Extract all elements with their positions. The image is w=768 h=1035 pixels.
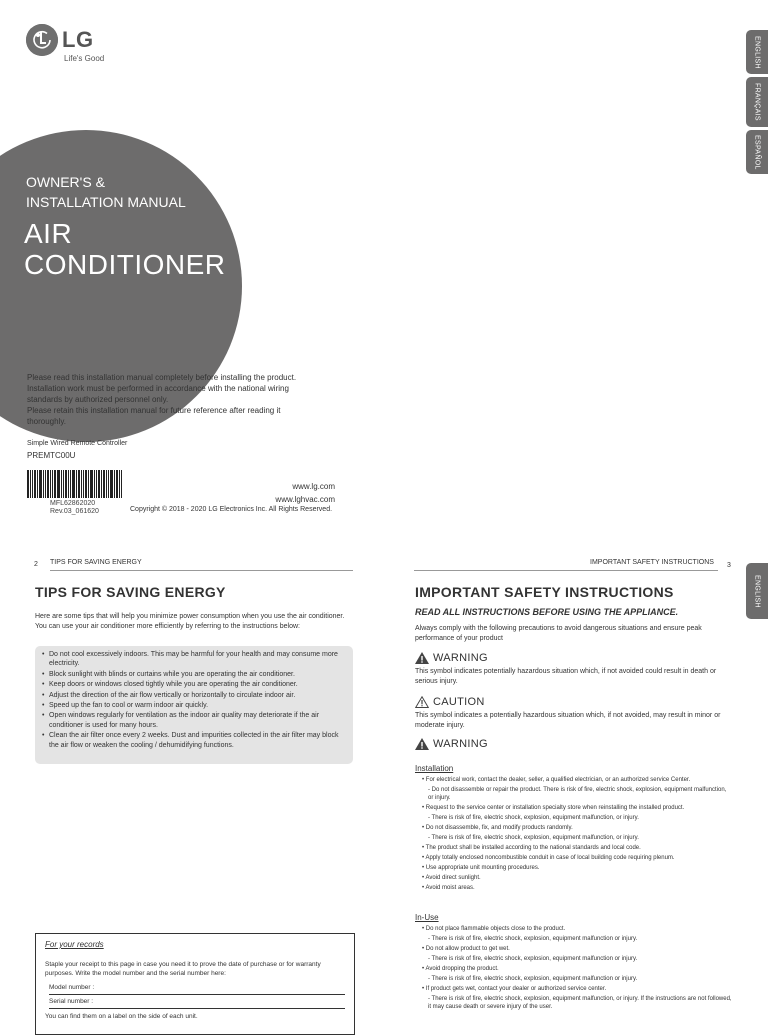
records-title: For your records [45, 940, 104, 949]
barcode-bar [81, 470, 82, 498]
running-header: TIPS FOR SAVING ENERGY [50, 559, 142, 566]
barcode-bar [114, 470, 115, 498]
tab-espanol[interactable] [746, 130, 768, 174]
list-item: • Avoid direct sunlight. [422, 875, 481, 881]
list-item: • Do not allow product to get wet. [422, 946, 510, 952]
records-box [35, 933, 355, 1035]
barcode-bar [68, 470, 69, 498]
barcode-bar [27, 470, 29, 498]
list-item: • Do not place flammable objects close to the product. [422, 926, 566, 932]
barcode-bar [106, 470, 107, 498]
bullet-text: Apply totally enclosed noncombustible conduit in case of local building code requiring plenum. [425, 855, 675, 861]
bullet-text: If product gets wet, contact your dealer or authorized service center. [425, 986, 607, 992]
cover-intro [27, 372, 327, 427]
barcode-bar [116, 470, 118, 498]
barcode-bar [32, 470, 33, 498]
serial-number-label: Serial number : [49, 998, 94, 1005]
barcode-bar [108, 470, 109, 498]
tab-label: ESPAÑOL [753, 134, 761, 170]
intro-line: Installation work must be performed in accordance with the national wiring [27, 384, 289, 393]
barcode-bar [94, 470, 95, 498]
barcode-bar [54, 470, 56, 498]
list-subitem: - There is risk of fire, electric shock, explosion, equipment malfunction or injury. [428, 936, 638, 942]
manual-type-line-1: OWNER'S & [26, 174, 105, 190]
model-label: Simple Wired Remote Controller [27, 440, 128, 447]
caution-icon [415, 696, 429, 708]
barcode [27, 470, 127, 498]
lg-logo-icon [26, 24, 58, 56]
header-divider [414, 570, 718, 571]
inuse-list [422, 925, 732, 1013]
list-subitem: - Do not disassemble or repair the product. There is risk of fire, electric shock, explosion, equipment malfunction, or injury. [428, 787, 727, 801]
caution-description: This symbol indicates a potentially hazardous situation which, if not avoided, may result in minor or moderate injury. [415, 712, 721, 729]
barcode-bar [78, 470, 80, 498]
product-title [24, 218, 226, 280]
manual-type [26, 172, 186, 212]
barcode-bar [103, 470, 105, 498]
tips-box [35, 646, 353, 764]
section-subtitle: READ ALL INSTRUCTIONS BEFORE USING THE APPLIANCE. [415, 607, 679, 617]
bullet-text: Do not disassemble, fix, and modify products randomly. [425, 825, 573, 831]
product-title-line-2: CONDITIONER [24, 249, 226, 280]
list-item: • Do not disassemble, fix, and modify products randomly. [422, 825, 573, 831]
list-item: • Keep doors or windows closed tightly while you are operating the air conditioner. [41, 680, 347, 689]
list-subitem: - There is risk of fire, electric shock, explosion, equipment malfunction, or injury. [428, 835, 639, 841]
lg-logo [26, 24, 94, 56]
bullet-text: Avoid moist areas. [425, 885, 475, 891]
list-subitem: - There is risk of fire, electric shock, explosion, equipment malfunction or injury. [428, 956, 638, 962]
barcode-bar [90, 470, 93, 498]
barcode-bar [83, 470, 84, 498]
model-code: PREMTC00U [27, 451, 76, 460]
barcode-bar [121, 470, 122, 498]
barcode-bar [39, 470, 42, 498]
barcode-bar [96, 470, 97, 498]
tab-label: ENGLISH [753, 35, 761, 69]
list-item: • Speed up the fan to cool or warm indoor air quickly. [41, 701, 347, 710]
section-title: TIPS FOR SAVING ENERGY [35, 584, 226, 600]
list-item: • Use appropriate unit mounting procedures. [422, 865, 540, 871]
tab-label: ENGLISH [753, 574, 761, 608]
records-footer: You can find them on a label on the side of each unit. [45, 1013, 198, 1020]
barcode-bar [98, 470, 100, 498]
model-number-line[interactable] [49, 994, 345, 995]
barcode-bar [47, 470, 49, 498]
revision: Rev.03_061620 [50, 508, 99, 515]
caution-heading [415, 696, 485, 708]
tagline: Life's Good [64, 54, 105, 63]
barcode-bar [61, 470, 62, 498]
barcode-bar [45, 470, 46, 498]
barcode-bar [70, 470, 71, 498]
records-text: Staple your receipt to this page in case you need it to prove the date of purchase or for warranty purposes. Write the model number and the serial number here: [45, 961, 321, 977]
list-subitem: - There is risk of fire, electric shock, explosion, equipment malfunction or injury. [428, 976, 638, 982]
list-item: • For electrical work, contact the dealer, seller, a qualified electrician, or an authorized service Center. [422, 777, 691, 783]
section-title: IMPORTANT SAFETY INSTRUCTIONS [415, 584, 674, 600]
url-lg[interactable]: www.lg.com [292, 482, 335, 491]
list-subitem: - There is risk of fire, electric shock, explosion, equipment malfunction, or injury. If the instructions are not followed, it may cause death or severe injury of the user. [428, 996, 732, 1010]
intro-line: Please read this installation manual completely before installing the product. [27, 373, 297, 382]
intro-line: thoroughly. [27, 417, 66, 426]
model-number-label: Model number : [49, 984, 95, 991]
warning-heading [415, 738, 488, 750]
bullet-text: Avoid direct sunlight. [425, 875, 481, 881]
warning-label: WARNING [433, 652, 488, 664]
list-item: • Block sunlight with blinds or curtains while you are operating the air conditioner. [41, 670, 347, 679]
barcode-bar [37, 470, 38, 498]
logo-text: LG [62, 27, 94, 52]
barcode-bar [65, 470, 67, 498]
intro-line: standards by authorized personnel only. [27, 395, 169, 404]
barcode-bar [85, 470, 87, 498]
barcode-bar [34, 470, 36, 498]
warning-description: This symbol indicates potentially hazardous situation which, if not avoided could result in death or serious injury. [415, 668, 717, 685]
warning-heading [415, 652, 488, 664]
bullet-text: For electrical work, contact the dealer, seller, a qualified electrician, or an authorized service Center. [425, 777, 691, 783]
barcode-bar [52, 470, 53, 498]
list-item: • If product gets wet, contact your dealer or authorized service center. [422, 986, 607, 992]
manual-type-line-2: INSTALLATION MANUAL [26, 194, 186, 210]
inuse-heading: In-Use [415, 913, 439, 922]
bullet-text: The product shall be installed according to the national standards and local code. [425, 845, 641, 851]
tab-english[interactable] [746, 563, 768, 619]
list-item: • Open windows regularly for ventilation as the indoor air quality may deteriorate if the air conditioner is used for many hours. [41, 711, 347, 730]
barcode-bar [57, 470, 60, 498]
language-tabs [746, 30, 768, 177]
header-divider [50, 570, 353, 571]
caution-label: CAUTION [433, 696, 485, 708]
bullet-text: Use appropriate unit mounting procedures. [425, 865, 540, 871]
mfl-number: MFL62862020 [50, 500, 96, 507]
barcode-bar [119, 470, 120, 498]
bullet-text: Do not allow product to get wet. [425, 946, 510, 952]
list-item: • Avoid dropping the product. [422, 966, 499, 972]
page-number: 2 [34, 561, 38, 568]
running-header: IMPORTANT SAFETY INSTRUCTIONS [590, 559, 714, 566]
serial-number-line[interactable] [49, 1008, 345, 1009]
list-item: • Avoid moist areas. [422, 885, 475, 891]
tab-english[interactable] [746, 30, 768, 74]
bullet-text: Request to the service center or installation specialty store when reinstalling the installed product. [425, 805, 685, 811]
barcode-bar [63, 470, 64, 498]
part-number [50, 500, 99, 516]
barcode-bar [43, 470, 44, 498]
barcode-bar [101, 470, 102, 498]
list-item: • Adjust the direction of the air flow vertically or horizontally to circulate indoor air. [41, 691, 347, 700]
website-links [250, 480, 335, 506]
tips-intro: Here are some tips that will help you minimize power consumption when you use the air conditioner. You can use your air conditioner more efficiently by referring to the instructions below: [35, 613, 345, 630]
tips-list [35, 650, 353, 750]
list-item: • Clean the air filter once every 2 weeks. Dust and impurities collected in the air filter may block the air flow or weaken the cooling / dehumidifying functions. [41, 731, 347, 750]
page-number: 3 [727, 562, 731, 569]
bullet-text: Do not place flammable objects close to the product. [425, 926, 566, 932]
barcode-bar [30, 470, 31, 498]
copyright: Copyright © 2018 - 2020 LG Electronics Inc. All Rights Reserved. [130, 506, 333, 513]
safety-intro: Always comply with the following precautions to avoid dangerous situations and ensure peak performance of your product [415, 625, 702, 642]
barcode-bar [72, 470, 75, 498]
list-item: • Do not cool excessively indoors. This may be harmful for your health and may consume more electricity. [41, 650, 347, 669]
tab-label: FRANÇAIS [753, 83, 761, 121]
installation-list [422, 776, 732, 894]
list-item: • The product shall be installed according to the national standards and local code. [422, 845, 641, 851]
warning-icon [415, 738, 429, 750]
list-item: • Apply totally enclosed noncombustible conduit in case of local building code requiring plenum. [422, 855, 675, 861]
list-subitem: - There is risk of fire, electric shock, explosion, equipment malfunction, or injury. [428, 815, 639, 821]
installation-heading: Installation [415, 764, 454, 773]
bullet-text: Avoid dropping the product. [425, 966, 499, 972]
barcode-bar [88, 470, 89, 498]
url-lghvac[interactable]: www.lghvac.com [275, 495, 335, 504]
warning-label: WARNING [433, 738, 488, 750]
intro-line: Please retain this installation manual for future reference after reading it [27, 406, 281, 415]
tab-francais[interactable] [746, 77, 768, 127]
product-title-line-1: AIR [24, 218, 73, 249]
barcode-bar [110, 470, 113, 498]
barcode-bar [50, 470, 51, 498]
list-item: • Request to the service center or installation specialty store when reinstalling the installed product. [422, 805, 685, 811]
warning-icon [415, 652, 429, 664]
barcode-bar [76, 470, 77, 498]
